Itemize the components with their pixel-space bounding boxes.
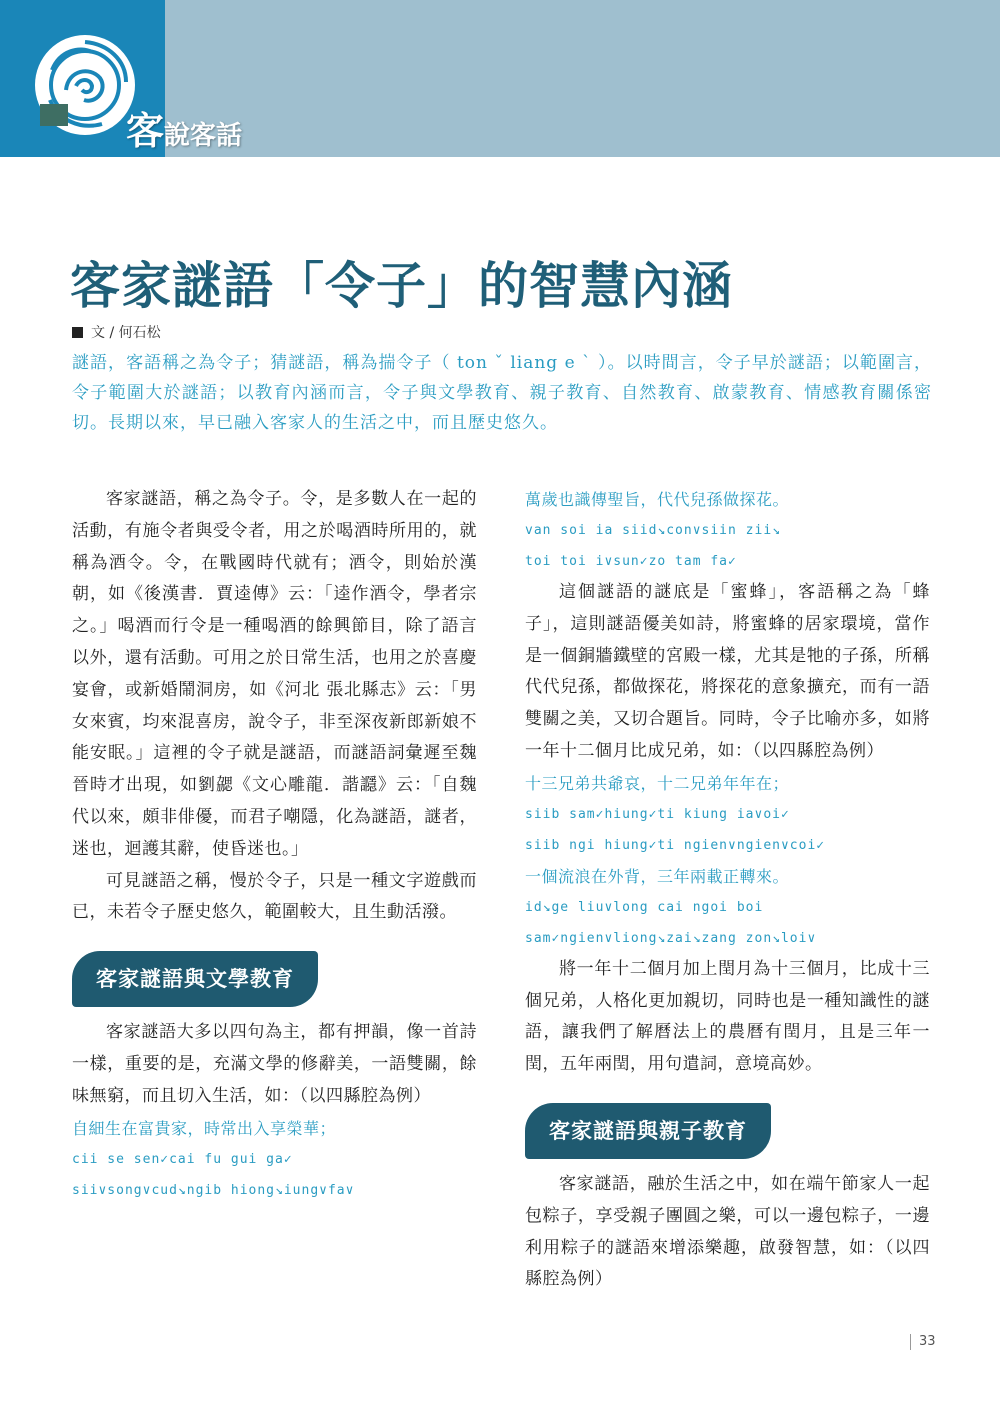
byline	[72, 322, 161, 342]
paragraph: 將一年十二個月加上閏月為十三個月，比成十三個兄弟，人格化更加親切，同時也是一種知識性的謎語，讓我們了解曆法上的農曆有閏月，且是三年一閏，五年兩閏，用句遣詞，意境高妙。	[525, 958, 930, 1075]
riddle-verse: 萬歲也識傳聖旨，代代兒孫做探花。	[525, 490, 790, 509]
section-label-small: 說客話	[164, 121, 243, 151]
square-bullet-icon	[72, 327, 83, 338]
section-heading-parenting: 客家謎語與親子教育	[525, 1103, 771, 1159]
left-column	[72, 484, 477, 1206]
paragraph: 可見謎語之稱，慢於令子，只是一種文字遊戲而已，未若令子歷史悠久，範圍較大，且生動活潑。	[72, 870, 477, 923]
riddle-verse: 自細生在富貴家，時常出入享榮華；	[72, 1118, 337, 1138]
paragraph: 客家謎語大多以四句為主，都有押韻，像一首詩一樣，重要的是，充滿文學的修辭美，一語雙關，餘味無窮，而且切入生活，如：（以四縣腔為例）	[72, 1022, 477, 1106]
riddle-romanization: siib sam✓hiung✓ti kiung ia∨oi✓	[525, 806, 790, 822]
riddle-romanization: toi toi i∨sun✓zo tam fa✓	[525, 554, 737, 569]
right-column	[525, 484, 930, 1296]
riddle-romanization: siib ngi hiung✓ti ngien∨ngien∨coi✓	[525, 837, 826, 853]
section-heading-literature: 客家謎語與文學教育	[72, 951, 318, 1007]
section-logo	[0, 0, 243, 157]
section-label	[126, 109, 243, 153]
article-title: 客家謎語「令子」的智慧內涵	[70, 256, 733, 315]
author-name: 文 / 何石松	[91, 325, 161, 341]
section-label-big: 客	[126, 109, 165, 153]
paragraph: 客家謎語，稱之為令子。令，是多數人在一起的活動，有施令者與受令者，用之於喝酒時所用的，就稱為酒令。令，在戰國時代就有；酒令，則始於漢朝，如《後漢書．賈逵傳》云：「逵作酒令，學者宗之。」喝酒而行令是一種喝酒的餘興節目，除了語言以外，還有活動。可用之於日常生活，也用之於喜慶宴會，或新婚鬧洞房，如《河北 張北縣志》云：「男女來賓，均來混喜房，說令子，非至深夜新郎新娘不能安眠。」這裡的令子就是謎語，而謎語詞彙遲至魏晉時才出現，如劉勰《文心雕龍．諧讔》云：「自魏代以來，頗非俳優，而君子嘲隱，化為謎語，謎者，迷也，迴護其辭，使昏迷也。」	[72, 489, 477, 859]
paragraph: 這個謎語的謎底是「蜜蜂」，客語稱之為「蜂子」，這則謎語優美如詩，將蜜蜂的居家環境，當作是一個銅牆鐵壁的宮殿一樣，尤其是牠的子孫，所稱代代兒孫，都做探花，將探花的意象擴充，而有一語雙關之美，又切合題旨。同時，令子比喻亦多，如將一年十二個月比成兄弟，如：（以四縣腔為例）	[525, 582, 930, 761]
riddle-romanization: cii se sen✓cai fu gui ga✓	[72, 1151, 293, 1167]
paragraph: 客家謎語，融於生活之中，如在端午節家人一起包粽子，享受親子團圓之樂，可以一邊包粽子，一邊利用粽子的謎語來增添樂趣，啟發智慧，如：（以四縣腔為例）	[525, 1173, 930, 1290]
riddle-romanization: sam✓ngien∨liong↘zai↘zang zon↘loi∨	[525, 930, 817, 946]
riddle-verse: 一個流浪在外背，三年兩載正轉來。	[525, 866, 790, 886]
riddle-romanization: sii∨song∨cud↘ngib hiong↘iung∨fa∨	[72, 1182, 355, 1198]
riddle-verse: 十三兄弟共爺哀，十二兄弟年年在；	[525, 773, 790, 793]
article-abstract: 謎語，客語稱之為令子；猜謎語，稱為揣令子（ ton ˇ liang e ˋ ）。以時間言，令子早於謎語；以範圍言，令子範圍大於謎語；以教育內涵而言，令子與文學教育、親子教育、自然教育、啟蒙教育、情感教育關係密切。長期以來，早已融入客家人的生活之中，而且歷史悠久。	[72, 353, 932, 433]
page-number: 33	[910, 1334, 936, 1350]
riddle-romanization: van soi ia siid↘con∨siin zii↘	[525, 523, 781, 538]
riddle-romanization: id↘ge liu∨long cai ngoi boi	[525, 899, 764, 915]
rose-icon	[30, 30, 140, 140]
